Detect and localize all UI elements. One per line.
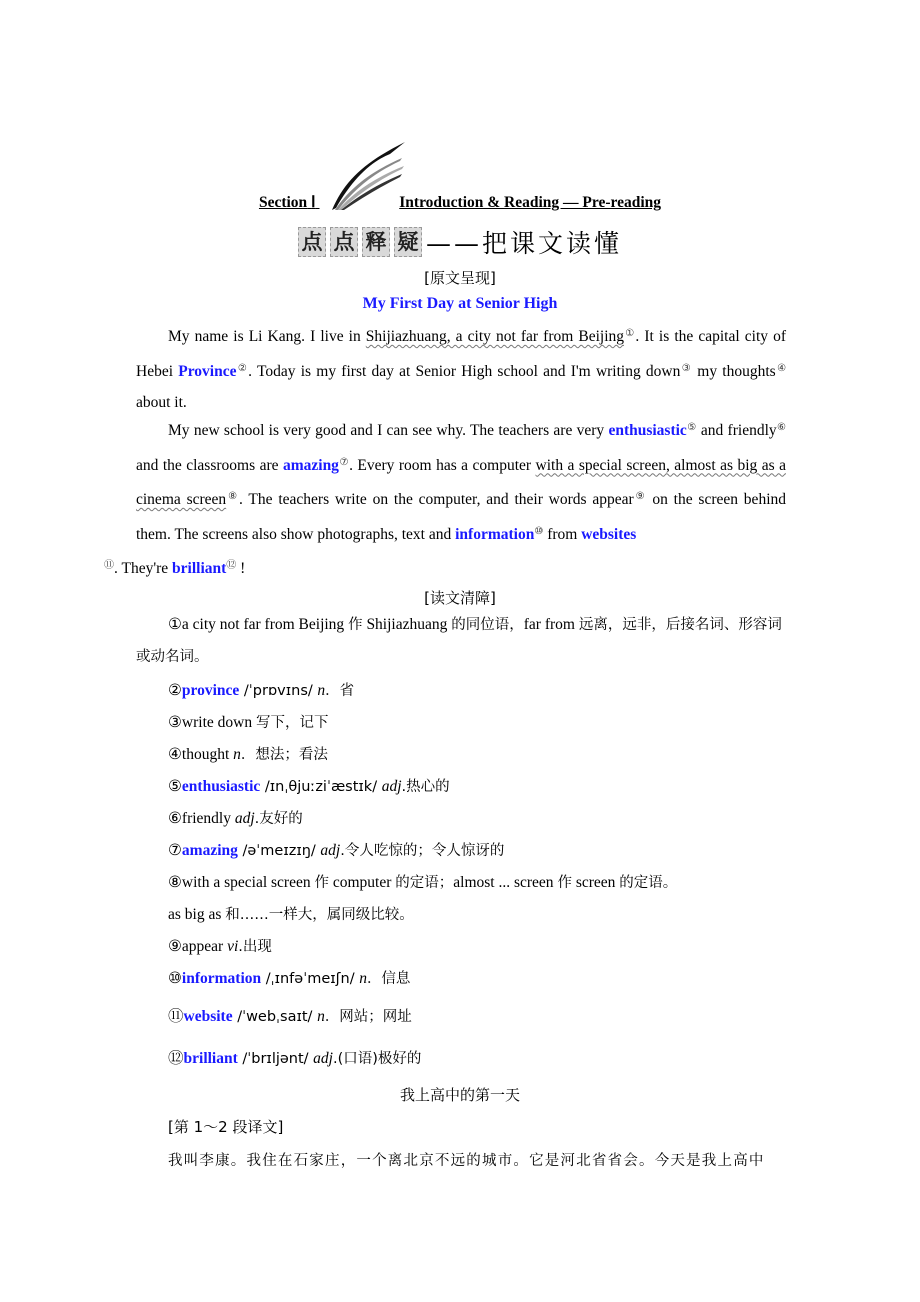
text-run: . They're [114, 560, 173, 577]
note-marker[interactable]: ③ [680, 362, 693, 374]
note-item-2 [168, 679, 354, 700]
definition: ．省 [325, 683, 355, 699]
banner-box-char: 点 [330, 227, 358, 257]
article-title: My First Day at Senior High [362, 295, 558, 312]
text-run: a city not far from Beijing [181, 616, 349, 633]
translation-label: [第 1～2 段译文] [168, 1118, 284, 1136]
text-run: My name is Li Kang. I live in [168, 328, 366, 345]
note-number: ① [168, 616, 182, 633]
part-of-speech: adj [234, 810, 255, 827]
banner-subtitle: ——把课文读懂 [425, 229, 622, 258]
vocab-word: province [181, 682, 240, 699]
text-run: . Every room has a computer [349, 456, 536, 474]
note-marker[interactable]: ⑪ [104, 560, 114, 571]
note-item-10 [168, 967, 410, 988]
definition: ．网站；网址 [324, 1009, 412, 1025]
phonetic: /ˈwebˌsaɪt/ [232, 1009, 318, 1025]
translation-title: 我上高中的第一天 [399, 1086, 520, 1104]
text-run: and friendly [696, 422, 777, 439]
note-marker[interactable]: ④ [775, 362, 787, 374]
keyword: brilliant [172, 560, 227, 577]
note-item-8-continued [168, 903, 414, 924]
definition: .令人吃惊的；令人惊讶的 [340, 843, 505, 859]
part-of-speech: n [317, 1008, 325, 1025]
vocab-word: amazing [181, 842, 238, 859]
banner-box-char: 释 [362, 227, 390, 257]
banner-box-char: 疑 [394, 227, 422, 257]
definition: ．想法；看法 [240, 747, 328, 763]
note-item-12 [168, 1046, 421, 1068]
note-item-1 [136, 609, 791, 673]
notes-label: [读文清障] [424, 589, 496, 607]
part-of-speech: n [317, 682, 326, 699]
text-run: ! [236, 560, 246, 577]
text-run: . The teachers write on the computer, and their words appear [239, 491, 634, 508]
note-number: ② [168, 682, 182, 699]
note-item-11 [168, 1004, 412, 1026]
note-number: ⑥ [168, 810, 182, 827]
underlined-phrase: Shijiazhuang, a city not far from Beijing [365, 328, 625, 345]
note-item-5 [168, 775, 450, 796]
article-paragraph-2 [104, 412, 786, 585]
original-text-label: [原文呈现] [424, 269, 496, 287]
text-run: with a special screen [181, 874, 315, 891]
part-of-speech: adj [320, 842, 341, 859]
phonetic: /əˈmeɪzɪŋ/ [237, 843, 321, 859]
note-marker[interactable]: ⑤ [686, 422, 697, 433]
phonetic: /ˈbrɪljənt/ [237, 1051, 314, 1067]
vocab-word: friendly [181, 810, 235, 827]
note-item-3 [168, 711, 328, 732]
text-run: 的同位语， [451, 617, 524, 633]
note-number: ⑩ [168, 970, 182, 987]
note-item-8 [168, 871, 677, 892]
text-run: on the screen behind them. The screens also show photographs, text and [136, 491, 786, 543]
phonetic: /ˈprɒvɪns/ [239, 683, 318, 699]
note-number: ⑪ [168, 1008, 184, 1025]
note-marker[interactable]: ⑩ [534, 525, 544, 537]
vocab-word: brilliant [183, 1050, 238, 1067]
banner-box-char: 点 [298, 227, 326, 257]
text-run: 作 [557, 875, 572, 891]
section-heading [0, 193, 920, 212]
vocab-word: thought [181, 746, 234, 763]
text-run: . It is the capital city of Hebei [136, 328, 786, 380]
note-item-9 [168, 935, 272, 956]
part-of-speech: n [359, 970, 367, 987]
text-run: 的定语。 [619, 875, 678, 891]
text-run: . Today is my first day at Senior High school and I'm writing down [248, 362, 681, 380]
note-number: ⑧ [168, 874, 182, 891]
text-run: 和……一样大，属同级比较。 [225, 907, 414, 923]
keyword: Province [178, 362, 237, 380]
note-number: ⑨ [168, 938, 182, 955]
note-marker[interactable]: ⑫ [226, 560, 237, 571]
note-number: ③ [168, 714, 182, 731]
definition: .出现 [238, 939, 272, 955]
text-run: 作 [314, 875, 329, 891]
definition: .热心的 [401, 779, 450, 795]
note-item-7 [168, 839, 504, 860]
note-marker[interactable]: ① [624, 328, 636, 339]
text-run: my thoughts [692, 362, 776, 380]
underlined-phrase: with a special screen, almost as big as a cinema screen [136, 456, 786, 508]
definition: .(口语)极好的 [332, 1051, 422, 1067]
text-run: screen [571, 874, 620, 891]
keyword: enthusiastic [608, 422, 687, 439]
text-run: and the classrooms are [136, 456, 283, 474]
text-run: almost ... screen [453, 874, 558, 891]
part-of-speech: adj [313, 1050, 333, 1067]
section-number: Ⅰ [311, 194, 316, 211]
text-run: computer [328, 874, 396, 891]
article-paragraph-1 [136, 318, 786, 419]
note-number: ⑫ [168, 1050, 184, 1067]
note-marker[interactable]: ⑨ [633, 491, 647, 502]
text-run: from [543, 525, 582, 543]
note-number: ⑦ [168, 842, 182, 859]
keyword: information [455, 525, 535, 543]
definition: .友好的 [254, 811, 303, 827]
keyword: websites [581, 525, 637, 543]
text-run: as big as [168, 906, 226, 923]
note-item-6 [168, 807, 303, 828]
definition: 写下，记下 [255, 715, 329, 731]
vocab-word: write down [181, 714, 256, 731]
phonetic: /ɪnˌθjuːziˈæstɪk/ [260, 779, 382, 795]
banner-heading [0, 224, 920, 260]
vocab-word: website [183, 1008, 233, 1025]
text-run: 作 [348, 617, 363, 633]
phonetic: /ˌɪnfəˈmeɪʃn/ [261, 971, 360, 987]
definition: ．信息 [366, 971, 411, 987]
vocab-word: appear [181, 938, 228, 955]
text-run: 的定语； [395, 875, 454, 891]
note-marker[interactable]: ⑧ [226, 491, 240, 502]
section-topic: Introduction & Reading — Pre-reading [399, 194, 662, 211]
part-of-speech: vi [227, 938, 239, 955]
part-of-speech: n [233, 746, 241, 763]
keyword: amazing [282, 456, 339, 474]
vocab-word: enthusiastic [181, 778, 261, 795]
text-run: Shijiazhuang [362, 616, 452, 633]
translation-paragraph: 我叫李康。我住在石家庄，一个离北京不远的城市。它是河北省省会。今天是我上高中 [168, 1153, 765, 1169]
note-marker[interactable]: ⑥ [776, 422, 786, 433]
note-marker[interactable]: ⑦ [338, 456, 350, 468]
text-run: My new school is very good and I can see why. The teachers are very [168, 422, 609, 439]
text-run: about it. [136, 394, 187, 411]
note-number: ④ [168, 746, 182, 763]
note-marker[interactable]: ② [236, 362, 249, 374]
part-of-speech: adj [381, 778, 402, 795]
section-label: Section [258, 194, 308, 211]
vocab-word: information [181, 970, 262, 987]
note-number: ⑤ [168, 778, 182, 795]
text-run: 远离，远非，后接名词、形容词或动名词。 [136, 617, 782, 665]
text-run: far from [523, 616, 579, 633]
note-item-4 [168, 743, 328, 764]
